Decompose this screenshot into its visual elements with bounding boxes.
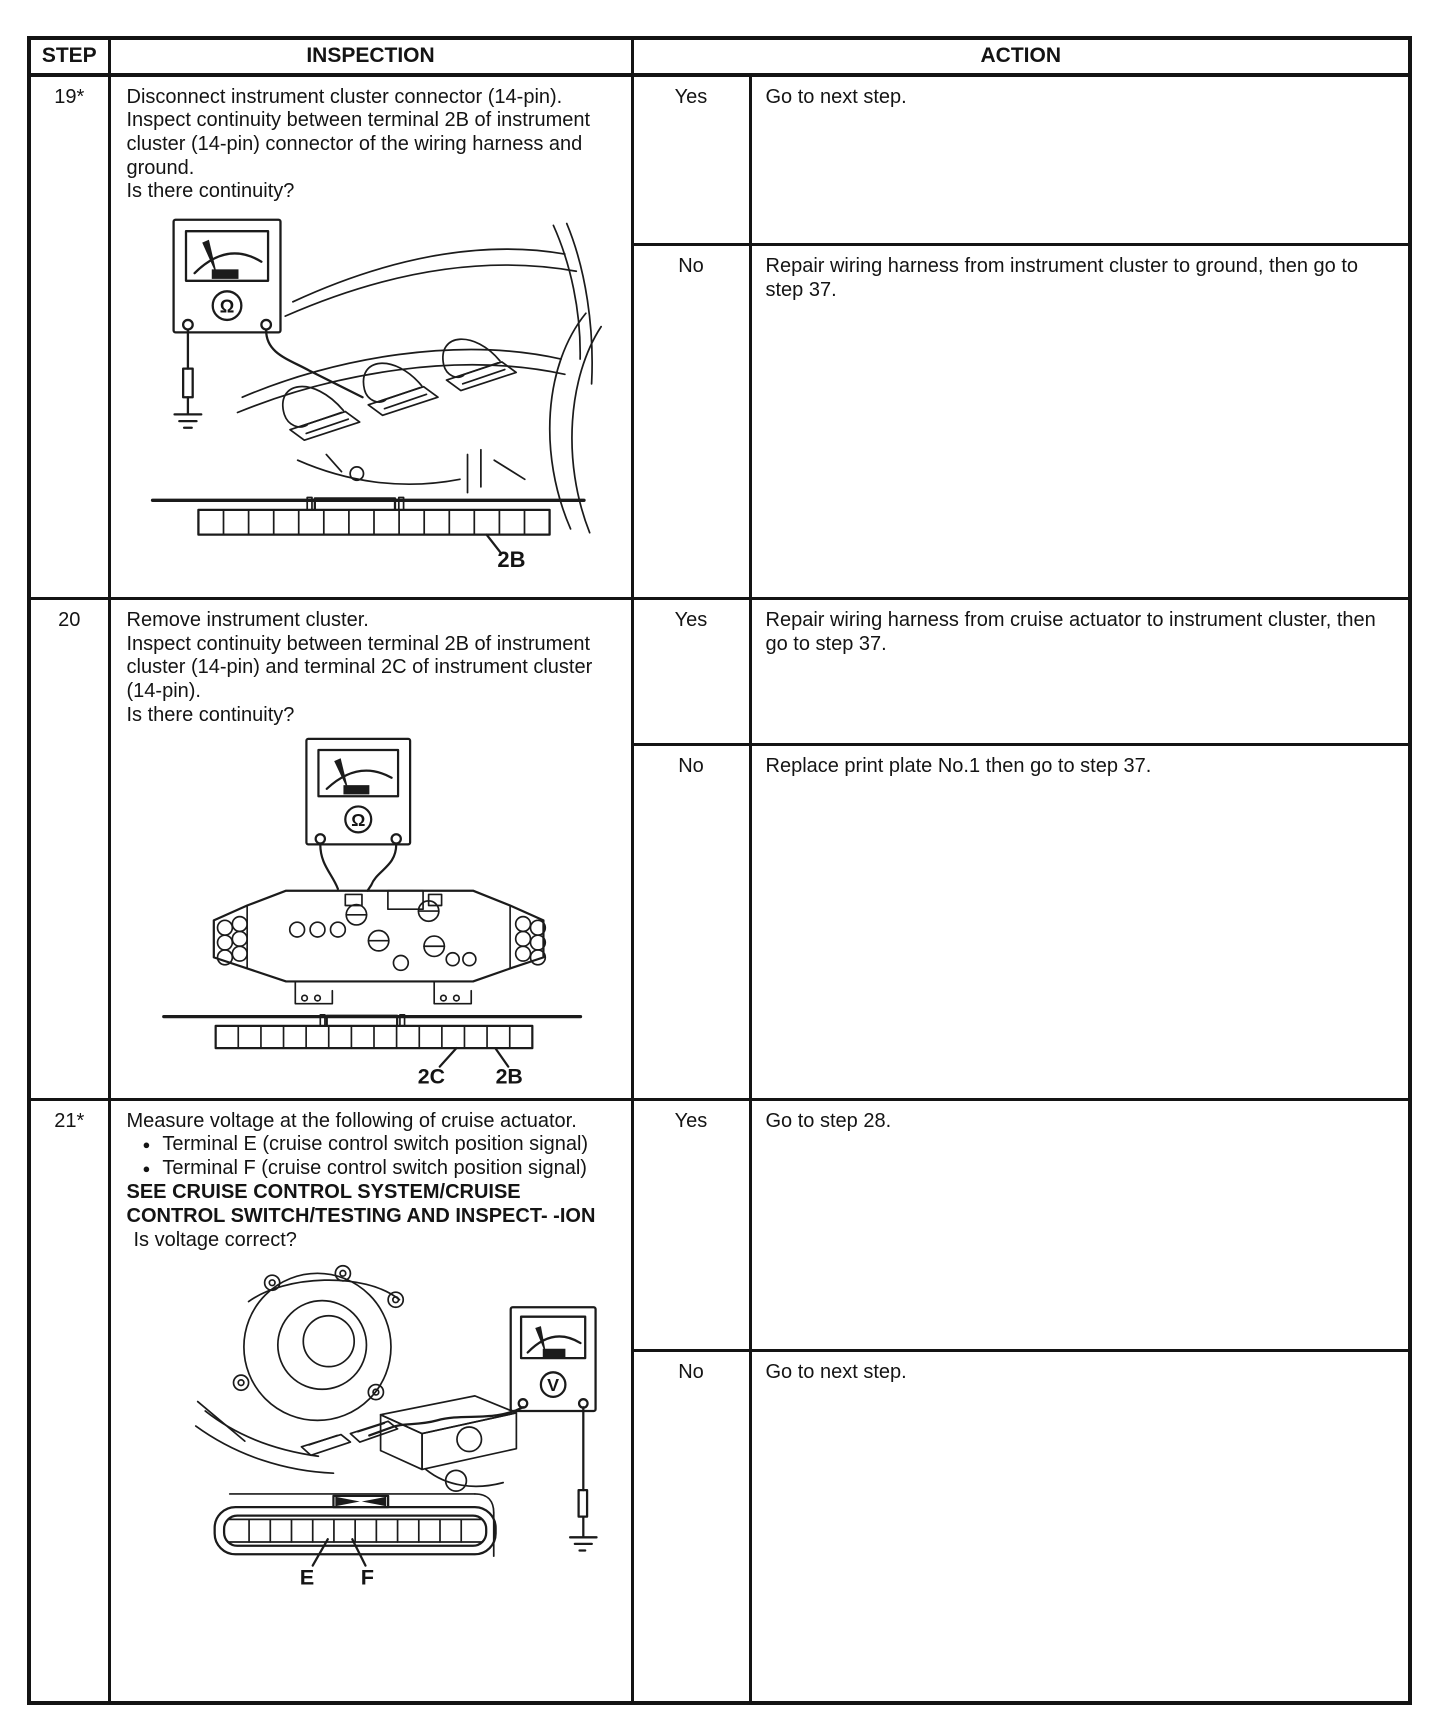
leader-line-e bbox=[312, 1539, 327, 1565]
header-action: ACTION bbox=[632, 38, 1410, 75]
inspection-text: Inspect continuity between terminal 2B of instrument cluster (14-pin) connector of the wiring harness and ground. bbox=[126, 109, 591, 179]
ohmmeter-cluster-diagram bbox=[154, 737, 594, 1087]
no-cell: No bbox=[632, 1350, 750, 1703]
meter-symbol: Ω bbox=[219, 296, 234, 317]
inspection-question: Is there continuity? bbox=[126, 180, 295, 203]
figure-step20 bbox=[127, 737, 621, 1094]
header-step: STEP bbox=[29, 38, 109, 75]
inspection-cell bbox=[109, 599, 632, 1100]
table-row bbox=[29, 1099, 1410, 1350]
step-number: 19* bbox=[29, 75, 109, 599]
ground-symbol bbox=[570, 1407, 596, 1550]
cross-reference-text: SEE CRUISE CONTROL SYSTEM/CRUISE CONTROL SWITCH/TESTING AND INSPECT- -ION bbox=[126, 1181, 596, 1228]
inspection-text: Disconnect instrument cluster connector (14-pin). bbox=[126, 85, 563, 108]
figure-step19 bbox=[127, 214, 621, 576]
list-item bbox=[141, 1157, 621, 1181]
cruise-actuator-sketch bbox=[195, 1266, 516, 1491]
yes-cell: Yes bbox=[632, 1099, 750, 1350]
connector-strip-14pin bbox=[198, 497, 549, 572]
ohmmeter-icon bbox=[173, 219, 280, 332]
connector-strip-ef bbox=[214, 1494, 495, 1590]
yes-cell: Yes bbox=[632, 599, 750, 744]
table-row bbox=[29, 75, 1410, 245]
ground-symbol bbox=[174, 330, 201, 427]
inspection-cell bbox=[109, 1099, 632, 1703]
meter-symbol: Ω bbox=[350, 810, 365, 831]
action-cell: Repair wiring harness from cruise actuator to instrument cluster, then go to step 37. bbox=[750, 599, 1410, 744]
inspection-question: Is there continuity? bbox=[126, 703, 295, 726]
action-cell: Go to next step. bbox=[750, 75, 1410, 245]
header-inspection: INSPECTION bbox=[109, 38, 632, 75]
list-item bbox=[141, 1133, 621, 1157]
meter-symbol: V bbox=[546, 1375, 559, 1396]
probe-wire bbox=[320, 845, 338, 889]
troubleshooting-table bbox=[27, 36, 1412, 1705]
step-number: 20 bbox=[29, 599, 109, 1100]
pin-label-2b: 2B bbox=[495, 1064, 523, 1089]
action-cell: Go to step 28. bbox=[750, 1099, 1410, 1350]
bullet-text: ● Terminal F (cruise control switch position signal) bbox=[162, 1157, 587, 1180]
dashboard-sketch bbox=[237, 223, 601, 532]
no-cell: No bbox=[632, 744, 750, 1099]
inspection-question: Is voltage correct? bbox=[133, 1228, 297, 1251]
voltmeter-icon bbox=[510, 1307, 595, 1411]
pin-label-e: E bbox=[299, 1564, 314, 1590]
ohmmeter-icon bbox=[306, 739, 410, 845]
table-row bbox=[29, 599, 1410, 744]
yes-cell: Yes bbox=[632, 75, 750, 245]
inspection-text: Remove instrument cluster. bbox=[126, 609, 369, 632]
pin-label-2b: 2B bbox=[496, 546, 525, 572]
bullet-text: ● Terminal E (cruise control switch position signal) bbox=[162, 1133, 589, 1156]
figure-step21 bbox=[127, 1262, 621, 1599]
pin-label-f: F bbox=[360, 1564, 374, 1590]
leader-line-f bbox=[352, 1539, 365, 1565]
inspection-text: Measure voltage at the following of cruise actuator. bbox=[126, 1109, 577, 1132]
ohmmeter-dashboard-diagram bbox=[139, 214, 609, 572]
manual-page bbox=[27, 36, 1408, 1694]
instrument-cluster-sketch bbox=[213, 891, 544, 1004]
step-number: 21* bbox=[29, 1099, 109, 1703]
pin-label-2c: 2C bbox=[417, 1064, 445, 1089]
connector-strip-14pin bbox=[215, 1015, 532, 1089]
action-cell: Replace print plate No.1 then go to step 37. bbox=[750, 744, 1410, 1099]
inspection-text: Inspect continuity between terminal 2B of instrument cluster (14-pin) and terminal 2C of instrument cluster (14-pin). bbox=[126, 632, 593, 703]
action-cell: Go to next step. bbox=[750, 1350, 1410, 1703]
inspection-cell bbox=[109, 75, 632, 599]
no-cell: No bbox=[632, 245, 750, 599]
voltmeter-cruise-actuator-diagram bbox=[134, 1262, 614, 1592]
action-cell: Repair wiring harness from instrument cluster to ground, then go to step 37. bbox=[750, 245, 1410, 599]
probe-wire bbox=[367, 845, 396, 891]
